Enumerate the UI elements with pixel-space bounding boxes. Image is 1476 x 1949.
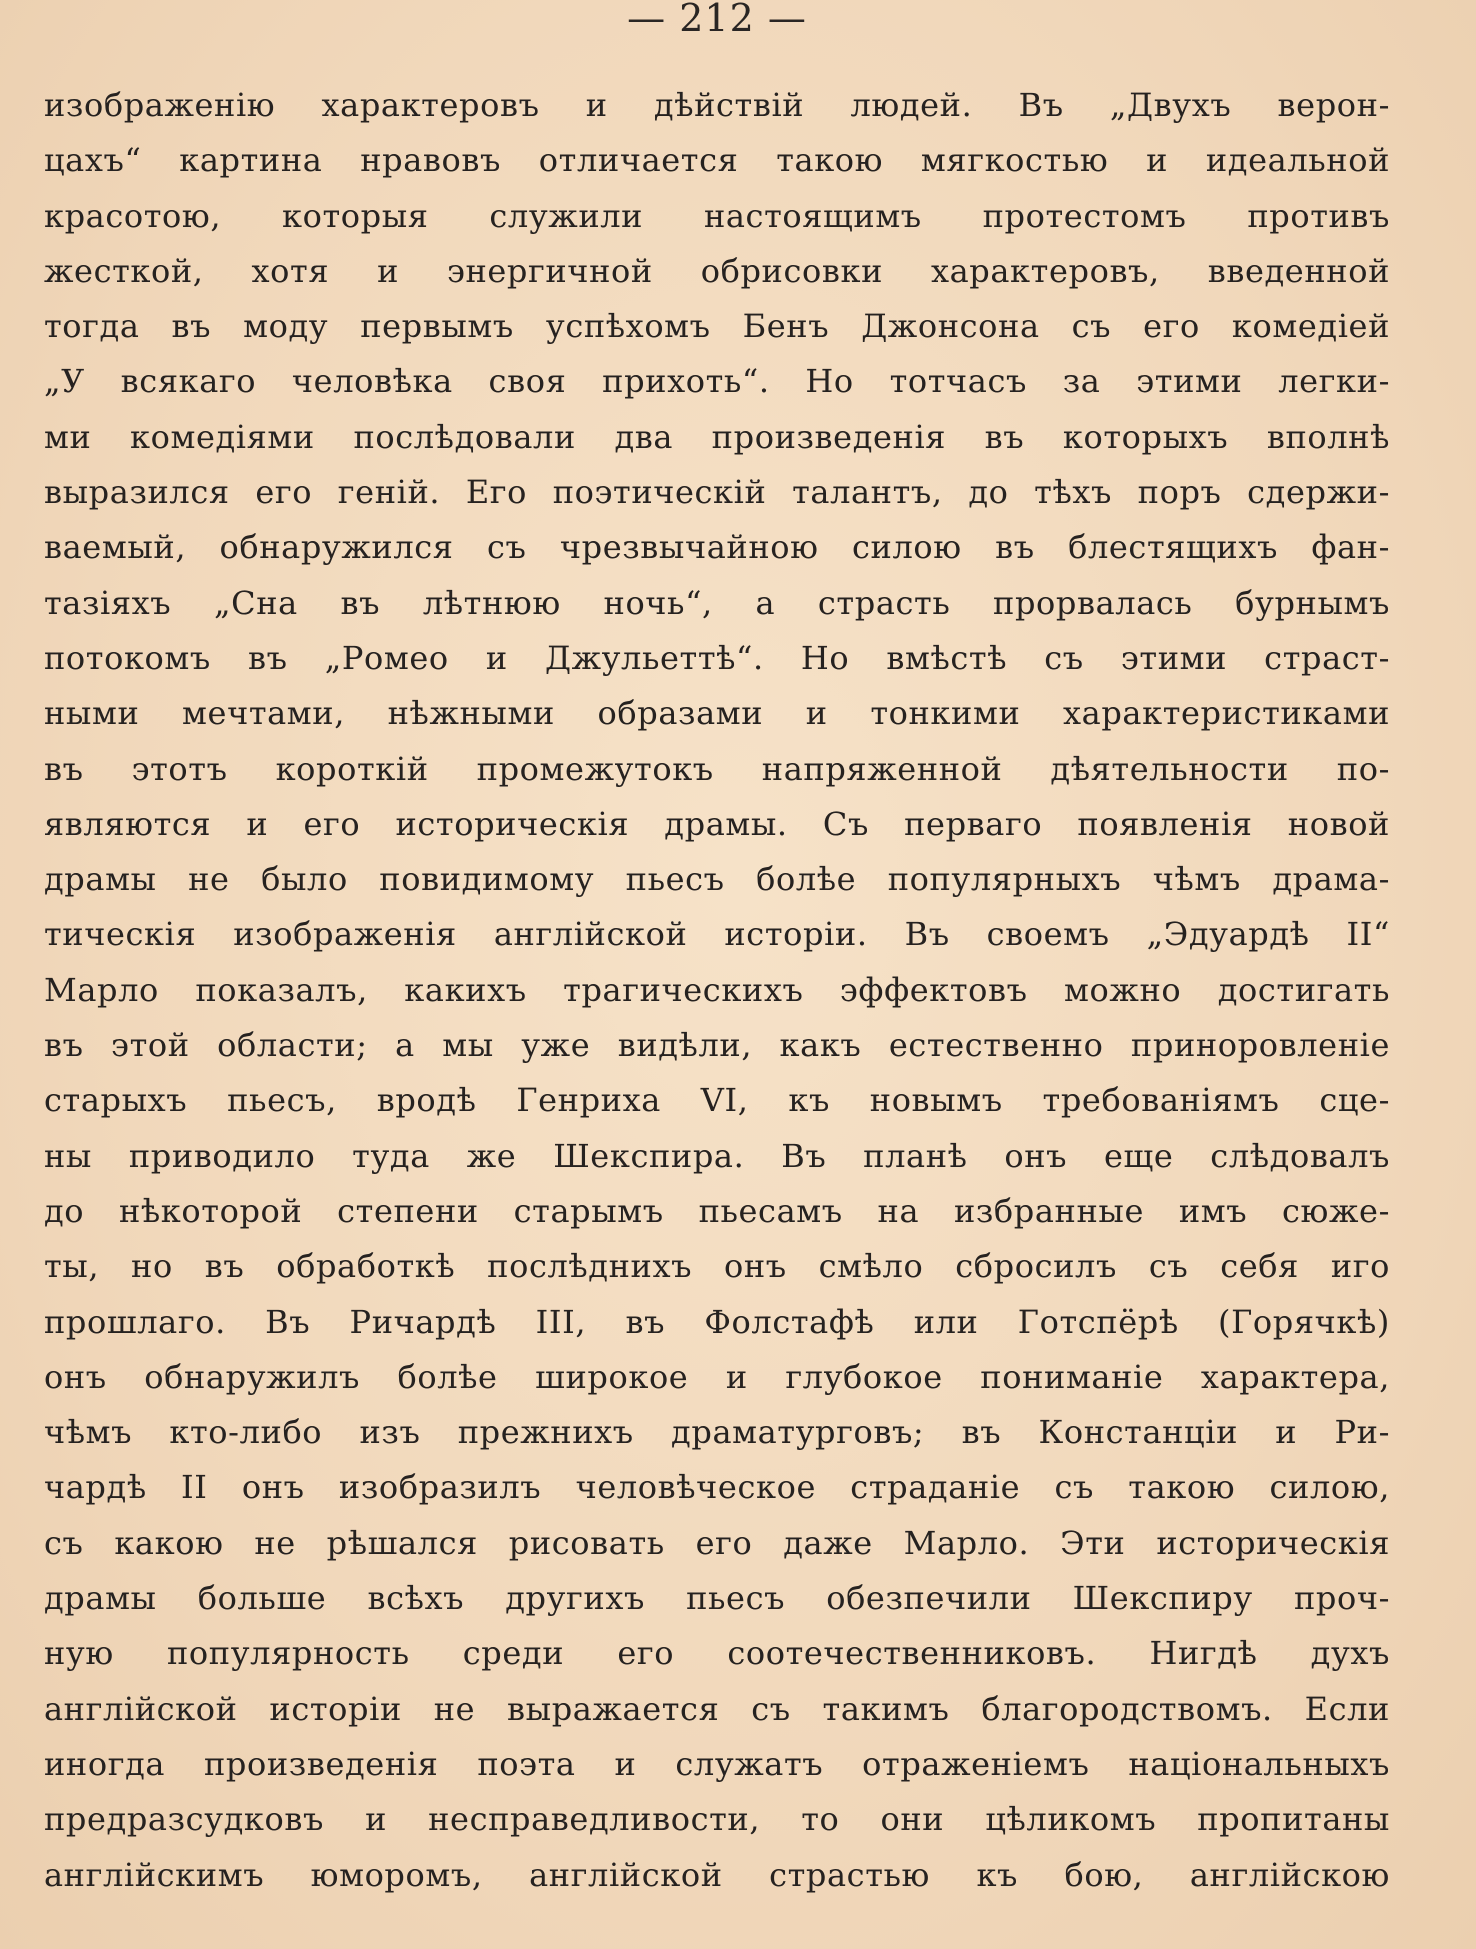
text-line-22: ты, но въ обработкѣ послѣднихъ онъ смѣло сбросилъ съ себя иго (44, 1247, 1390, 1286)
text-line-4: жесткой, хотя и энергичной обрисовки характеровъ, введенной (44, 251, 1390, 290)
text-line-23: прошлаго. Въ Ричардѣ III, въ Фолстафѣ или Готспёрѣ (Горячкѣ) (44, 1302, 1390, 1341)
text-line-21: до нѣкоторой степени старымъ пьесамъ на избранные имъ сюже- (44, 1191, 1390, 1230)
text-line-27: съ какою не рѣшался рисовать его даже Марло. Эти историческія (44, 1523, 1390, 1562)
text-line-26: чардѣ II онъ изобразилъ человѣческое страданіе съ такою силою, (44, 1468, 1390, 1507)
text-line-24: онъ обнаружилъ болѣе широкое и глубокое пониманіе характера, (44, 1357, 1390, 1396)
text-line-20: ны приводило туда же Шекспира. Въ планѣ онъ еще слѣдовалъ (44, 1136, 1390, 1175)
text-line-15: драмы не было повидимому пьесъ болѣе популярныхъ чѣмъ драма- (44, 860, 1390, 899)
text-line-5: тогда въ моду первымъ успѣхомъ Бенъ Джонсона съ его комедіей (44, 307, 1390, 346)
text-line-1: изображенію характеровъ и дѣйствій людей. Въ „Двухъ верон- (44, 86, 1390, 124)
text-line-17: Марло показалъ, какихъ трагическихъ эффектовъ можно достигать (44, 970, 1390, 1009)
text-line-33: англійскимъ юморомъ, англійской страстью къ бою, англійскою (44, 1855, 1390, 1894)
text-line-3: красотою, которыя служили настоящимъ протестомъ противъ (44, 196, 1390, 235)
text-line-8: выразился его геній. Его поэтическій талантъ, до тѣхъ поръ сдержи- (44, 473, 1390, 512)
book-page (44, 0, 1390, 1949)
text-line-11: потокомъ въ „Ромео и Джульеттѣ“. Но вмѣстѣ съ этими страст- (44, 638, 1390, 677)
text-line-16: тическія изображенія англійской исторіи. Въ своемъ „Эдуардѣ II“ (44, 915, 1390, 954)
text-line-13: въ этотъ короткій промежутокъ напряженной дѣятельности по- (44, 749, 1390, 788)
text-line-18: въ этой области; а мы уже видѣли, какъ естественно приноровленіе (44, 1026, 1390, 1065)
body-text (44, 78, 1390, 1903)
text-line-10: тазіяхъ „Сна въ лѣтнюю ночь“, а страсть прорвалась бурнымъ (44, 583, 1390, 622)
text-line-29: ную популярность среди его соотечественниковъ. Нигдѣ духъ (44, 1634, 1390, 1673)
text-line-6: „У всякаго человѣка своя прихоть“. Но тотчасъ за этими легки- (44, 362, 1390, 401)
text-line-7: ми комедіями послѣдовали два произведенія въ которыхъ вполнѣ (44, 417, 1390, 456)
text-line-28: драмы больше всѣхъ другихъ пьесъ обезпечили Шекспиру проч- (44, 1579, 1390, 1618)
page-number: — 212 — (627, 0, 807, 40)
text-line-32: предразсудковъ и несправедливости, то они цѣликомъ пропитаны (44, 1800, 1390, 1839)
text-line-25: чѣмъ кто-либо изъ прежнихъ драматурговъ; въ Констанціи и Ри- (44, 1413, 1390, 1452)
text-line-30: англійской исторіи не выражается съ такимъ благородствомъ. Если (44, 1689, 1390, 1728)
text-line-2: цахъ“ картина нравовъ отличается такою мягкостью и идеальной (44, 141, 1390, 180)
text-line-12: ными мечтами, нѣжными образами и тонкими характеристиками (44, 694, 1390, 733)
text-line-19: старыхъ пьесъ, вродѣ Генриха VI, къ новымъ требованіямъ сце- (44, 1081, 1390, 1120)
text-line-31: иногда произведенія поэта и служатъ отраженіемъ національныхъ (44, 1744, 1390, 1783)
text-line-14: являются и его историческія драмы. Съ перваго появленія новой (44, 804, 1390, 843)
text-line-9: ваемый, обнаружился съ чрезвычайною силою въ блестящихъ фан- (44, 528, 1390, 567)
